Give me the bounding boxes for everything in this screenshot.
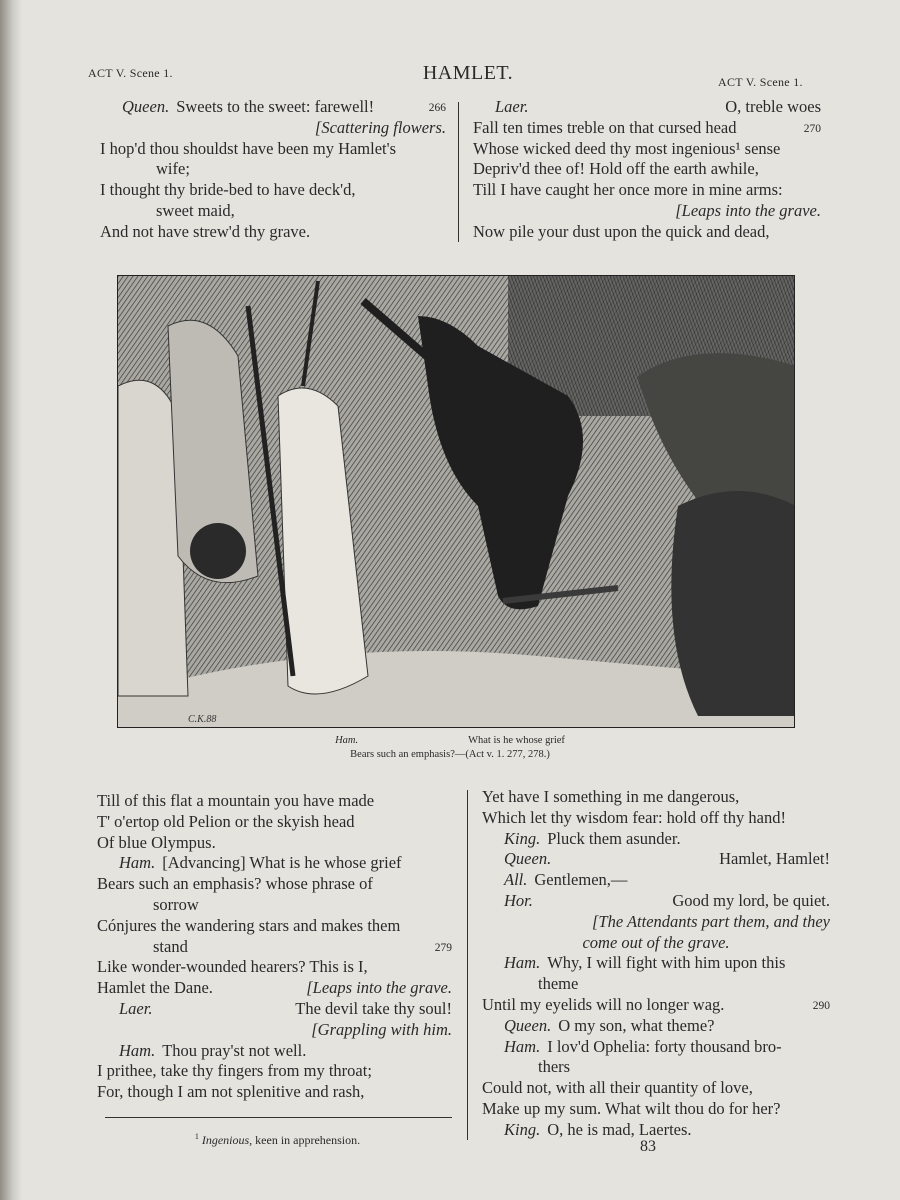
line-text: stand xyxy=(153,936,188,956)
line-text: Good my lord, be quiet. xyxy=(672,890,830,910)
speaker-name: Laer. xyxy=(495,97,529,116)
speaker-name: Queen. xyxy=(504,849,552,869)
line-text: O, treble woes xyxy=(725,97,821,116)
line-text: Till of this flat a mountain you have made xyxy=(97,791,375,810)
line-text: The devil take thy soul! xyxy=(295,998,452,1018)
line-text: O my son, what theme? xyxy=(558,1015,715,1035)
verse-line xyxy=(482,891,830,912)
verse-line xyxy=(473,139,821,160)
line-text: theme xyxy=(538,974,579,994)
line-text: Which let thy wisdom fear: hold off thy hand! xyxy=(482,807,786,827)
verse-line xyxy=(482,829,830,850)
verse-line xyxy=(100,139,446,160)
line-text: Hamlet the Dane. xyxy=(97,978,213,998)
speaker-name: Ham. xyxy=(119,1040,156,1060)
verse-line xyxy=(482,953,830,974)
line-text: I hop'd thou shouldst have been my Hamlet's xyxy=(100,138,397,158)
line-number: 290 xyxy=(812,999,830,1012)
line-text: Could not, with all their quantity of love, xyxy=(482,1078,753,1098)
line-text: Till I have caught her once more in mine arms: xyxy=(473,180,783,200)
verse-line xyxy=(97,1061,452,1082)
line-text: For, though I am not splenitive and rash, xyxy=(97,1082,365,1102)
footnote-term: Ingenious, xyxy=(201,1133,253,1147)
verse-line xyxy=(100,180,446,201)
artist-signature: C.K.88 xyxy=(188,714,217,725)
line-text: And not have strew'd thy grave. xyxy=(100,221,311,241)
verse-line xyxy=(473,97,821,118)
column-divider xyxy=(467,790,468,1140)
verse-line xyxy=(482,849,830,870)
verse-line xyxy=(473,222,821,243)
line-text: Bears such an emphasis? whose phrase of xyxy=(97,874,373,894)
verse-line xyxy=(97,937,452,958)
caption-line-2: Bears such an emphasis?—(Act v. 1. 277, 278.) xyxy=(350,749,550,760)
line-text: Of blue Olympus. xyxy=(97,832,216,852)
verse-line xyxy=(482,787,830,808)
line-text: I lov'd Ophelia: forty thousand bro- xyxy=(547,1036,782,1056)
line-text: Like wonder-wounded hearers? This is I, xyxy=(97,957,368,977)
speaker-name: Queen. xyxy=(122,97,170,116)
verse-line xyxy=(473,118,821,139)
verse-line xyxy=(473,159,821,180)
verse-line xyxy=(97,874,452,895)
line-text: T' o'ertop old Pelion or the skyish head xyxy=(97,811,355,831)
footnote-rule xyxy=(105,1117,452,1118)
verse-line xyxy=(97,978,452,999)
column-divider xyxy=(458,102,459,242)
line-text: sweet maid, xyxy=(156,200,235,220)
speaker-name: Ham. xyxy=(504,953,541,973)
page-title: HAMLET. xyxy=(422,62,514,84)
caption-speaker: Ham. xyxy=(335,735,359,746)
verse-line xyxy=(100,97,446,118)
stage-direction: [Leaps into the grave. xyxy=(675,200,821,220)
speaker-name: All. xyxy=(504,870,528,890)
stage-direction: [Scattering flowers. xyxy=(314,117,446,137)
stage-direction: come out of the grave. xyxy=(582,932,730,952)
speaker-name: Queen. xyxy=(504,1015,552,1035)
bottom-right-column xyxy=(482,787,830,1141)
verse-line xyxy=(482,974,830,995)
verse-line xyxy=(97,895,452,916)
line-text: Now pile your dust upon the quick and dead, xyxy=(473,221,770,241)
verse-line xyxy=(100,159,446,180)
verse-line xyxy=(482,995,830,1016)
verse-line xyxy=(482,1016,830,1037)
line-number: 279 xyxy=(434,941,452,954)
verse-line xyxy=(97,791,452,812)
line-text: I prithee, take thy fingers from my throat; xyxy=(97,1061,372,1081)
verse-line xyxy=(482,870,830,891)
verse-line xyxy=(100,118,446,139)
speaker-name: Hor. xyxy=(504,890,533,910)
top-left-column xyxy=(100,97,446,243)
verse-line xyxy=(482,1037,830,1058)
line-text: [Advancing] What is he whose grief xyxy=(162,853,402,873)
bottom-left-column xyxy=(97,791,452,1103)
verse-line xyxy=(97,1041,452,1062)
adjacent-page-edge xyxy=(0,0,22,1200)
line-text: Gentlemen,— xyxy=(534,870,628,890)
caption-line-1 xyxy=(0,735,900,746)
engraving-image xyxy=(118,276,795,728)
verse-line xyxy=(482,912,830,933)
line-text: Why, I will fight with him upon this xyxy=(547,953,786,973)
verse-line xyxy=(97,1020,452,1041)
line-text: Sweets to the sweet: farewell! xyxy=(176,97,375,116)
verse-line xyxy=(97,916,452,937)
verse-line xyxy=(97,957,452,978)
illustration xyxy=(117,275,795,728)
line-number: 270 xyxy=(803,122,821,135)
verse-line xyxy=(482,1057,830,1078)
stage-direction: [The Attendants part them, and they xyxy=(591,911,830,931)
verse-line xyxy=(482,808,830,829)
line-text: Make up my sum. What wilt thou do for her? xyxy=(482,1098,781,1118)
footnote xyxy=(105,1132,450,1148)
speaker-name: King. xyxy=(504,1119,541,1139)
speaker-name: Ham. xyxy=(119,853,156,873)
top-right-column xyxy=(473,97,821,243)
line-number: 266 xyxy=(428,102,446,114)
footnote-mark: 1 xyxy=(194,1132,199,1141)
line-text: Thou pray'st not well. xyxy=(162,1040,307,1060)
line-text: wife; xyxy=(156,159,190,179)
stage-direction: [Leaps into the grave. xyxy=(306,978,452,998)
verse-line xyxy=(473,180,821,201)
verse-line xyxy=(482,1120,830,1141)
line-text: Whose wicked deed thy most ingenious¹ sense xyxy=(473,138,781,158)
line-text: I thought thy bride-bed to have deck'd, xyxy=(100,180,356,200)
footnote-text: keen in apprehension. xyxy=(255,1133,361,1147)
verse-line xyxy=(482,1078,830,1099)
verse-line xyxy=(100,222,446,243)
line-text: Until my eyelids will no longer wag. xyxy=(482,994,725,1014)
line-text: sorrow xyxy=(153,894,199,914)
caption-text-1: What is he whose grief xyxy=(468,735,565,746)
verse-line xyxy=(100,201,446,222)
running-head-right: ACT V. Scene 1. xyxy=(718,75,803,89)
line-text: Fall ten times treble on that cursed head xyxy=(473,117,737,137)
line-text: Cónjures the wandering stars and makes them xyxy=(97,915,401,935)
verse-line xyxy=(97,853,452,874)
verse-line xyxy=(97,1082,452,1103)
speaker-name: Laer. xyxy=(119,998,153,1018)
verse-line xyxy=(482,1099,830,1120)
speaker-name: King. xyxy=(504,828,541,848)
page-number: 83 xyxy=(640,1138,656,1155)
running-head-left: ACT V. Scene 1. xyxy=(88,66,173,80)
line-text: Depriv'd thee of! Hold off the earth awhile, xyxy=(473,159,759,179)
line-text: thers xyxy=(538,1057,571,1077)
verse-line xyxy=(97,833,452,854)
line-text: O, he is mad, Laertes. xyxy=(547,1119,692,1139)
line-text: Yet have I something in me dangerous, xyxy=(482,787,740,806)
line-text: Pluck them asunder. xyxy=(547,828,681,848)
stage-direction: [Grappling with him. xyxy=(311,1019,452,1039)
verse-line xyxy=(97,999,452,1020)
verse-line xyxy=(482,933,830,954)
verse-line xyxy=(473,201,821,222)
line-text: Hamlet, Hamlet! xyxy=(719,849,830,869)
verse-line xyxy=(97,812,452,833)
speaker-name: Ham. xyxy=(504,1036,541,1056)
